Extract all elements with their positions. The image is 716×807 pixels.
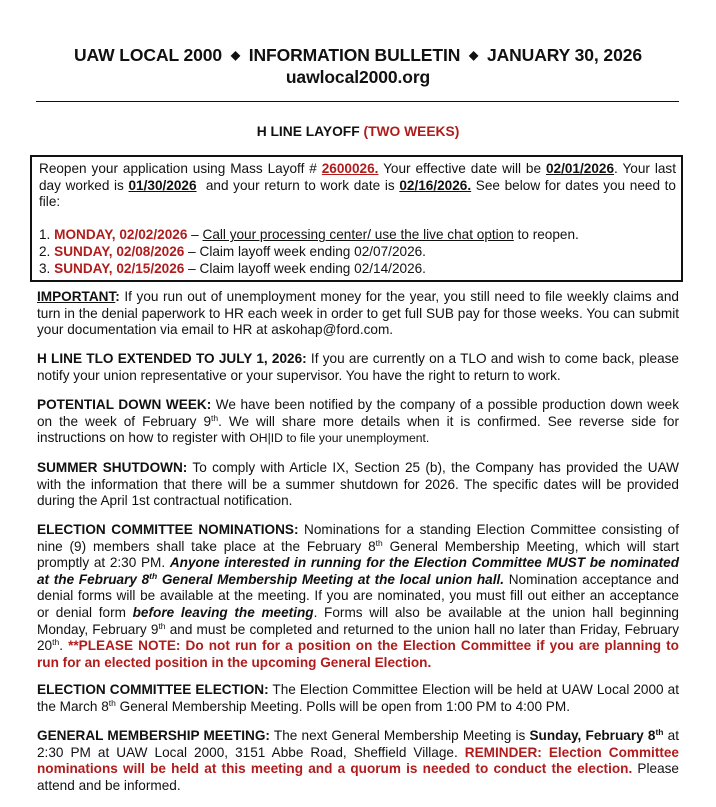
section-heading: GENERAL MEMBERSHIP MEETING: xyxy=(37,728,270,743)
spacer xyxy=(39,211,676,228)
section-nominations xyxy=(37,522,679,671)
processing-center-link[interactable]: Call your processing center/ use the live chat option xyxy=(202,227,514,243)
step-text: Claim layoff week ending 02/14/2026. xyxy=(199,260,426,276)
layoff-title-text: H LINE LAYOFF xyxy=(256,124,360,139)
header-divider xyxy=(36,101,679,102)
section-body: If you are currently on a TLO and wish to come back, please notify your union representative or your supervisor. You have the right to return to work. xyxy=(37,351,679,383)
meeting-date: Sunday, February 8 xyxy=(529,728,656,743)
heading-colon: : xyxy=(115,289,120,304)
diamond-separator-icon: ◆ xyxy=(230,48,240,62)
filing-step xyxy=(39,261,676,278)
section-body: and must be completed and returned to the union hall no later than Friday, February 20 xyxy=(37,621,679,654)
please-note-warning: **PLEASE NOTE: Do not run for a position on the Election Committee if you are planning to run for an elected position in the upcoming General Election. xyxy=(37,638,679,670)
section-heading: H LINE TLO EXTENDED TO JULY 1, 2026: xyxy=(37,351,307,366)
section-body: . Forms will also be available at the union hall beginning Monday, February 9 xyxy=(37,604,679,637)
bulletin-date: JANUARY 30, 2026 xyxy=(486,45,642,65)
section-body: We have been notified by the company of a possible production down week on the week of February 9 xyxy=(37,397,679,429)
section-tlo xyxy=(37,351,679,384)
section-body: General Membership Meeting. Polls will be open from 1:00 PM to 4:00 PM. xyxy=(115,698,570,714)
bulletin-label: INFORMATION BULLETIN xyxy=(248,45,461,65)
layoff-title xyxy=(0,124,716,141)
section-heading: IMPORTANT xyxy=(37,289,116,304)
ordinal-suffix: th xyxy=(158,620,166,631)
intro-text: Your effective date will be xyxy=(378,161,546,176)
step-date: MONDAY, 02/02/2026 xyxy=(54,227,188,243)
last-day-worked: 01/30/2026 xyxy=(128,177,197,193)
emphasis-text: Anyone interested in running for the Election Committee MUST be nominated at the February 8 xyxy=(37,555,679,587)
section-election xyxy=(37,682,679,715)
ordinal-suffix: th xyxy=(52,637,60,648)
step-number: 2. xyxy=(39,243,55,259)
mass-layoff-number: 2600026. xyxy=(321,161,379,176)
intro-text: Reopen your application using Mass Layoff # xyxy=(39,161,322,176)
step-date: SUNDAY, 02/08/2026 xyxy=(54,243,185,259)
section-important xyxy=(37,289,679,339)
section-heading: ELECTION COMMITTEE ELECTION: xyxy=(37,682,269,697)
section-body: The Election Committee Election will be held at UAW Local 2000 at the March 8 xyxy=(37,682,679,714)
section-heading: SUMMER SHUTDOWN: xyxy=(37,460,188,475)
bulletin-header xyxy=(0,44,716,88)
ordinal-suffix: th xyxy=(108,697,116,708)
section-general-membership-meeting xyxy=(37,728,679,794)
section-body: If you run out of unemployment money for the year, you still need to file weekly claims and turn in the denial paperwork to HR each week in order to get full SUB pay for those weeks. You can submit your documentation via email to HR at askohap@ford.com. xyxy=(37,289,679,338)
section-body: . We will share more details when it is confirmed. See reverse side for instructions on how to register with xyxy=(37,413,679,446)
section-summer-shutdown xyxy=(37,460,679,510)
section-body: General Membership Meeting, which will start promptly at 2:30 PM. xyxy=(37,538,680,571)
emphasis-text: General Membership Meeting at the local union hall. xyxy=(157,571,505,587)
step-text: to reopen. xyxy=(513,227,579,243)
section-body: To comply with Article IX, Section 25 (b), the Company has provided the UAW with the information that there will be a summer shutdown for 2026. The specific dates will be provided during the April 1st contractual notification. xyxy=(37,460,680,509)
layoff-duration: (TWO WEEKS) xyxy=(363,124,460,139)
website-link[interactable]: uawlocal2000.org xyxy=(285,67,431,87)
org-name: UAW LOCAL 2000 xyxy=(74,45,223,65)
emphasis-text: before leaving the meeting xyxy=(132,604,314,620)
step-dash: – xyxy=(184,260,200,276)
section-body: Please attend and be informed. xyxy=(37,761,679,793)
section-body: OH|ID to file your unemployment. xyxy=(249,431,430,446)
section-down-week xyxy=(37,397,679,447)
step-number: 1. xyxy=(39,227,55,243)
return-date: 02/16/2026. xyxy=(399,177,472,193)
section-body: Nomination acceptance and denial forms will be available at the meeting. If you are nominated, you must fill out either an acceptance or denial form xyxy=(37,571,679,620)
reminder-warning: REMINDER: Election Committee nominations will be held at this meeting and a quorum is needed to conduct the election. xyxy=(37,744,679,777)
section-heading: ELECTION COMMITTEE NOMINATIONS: xyxy=(37,522,299,537)
ordinal-suffix: th xyxy=(655,727,664,737)
section-heading: POTENTIAL DOWN WEEK: xyxy=(37,397,212,412)
step-dash: – xyxy=(184,243,200,259)
filing-step xyxy=(39,227,676,244)
step-date: SUNDAY, 02/15/2026 xyxy=(54,260,185,276)
intro-text: See below for dates you need to file: xyxy=(39,177,676,210)
diamond-separator-icon: ◆ xyxy=(469,48,479,62)
ordinal-suffix: th xyxy=(375,537,383,548)
section-body: The next General Membership Meeting is xyxy=(269,728,530,743)
ordinal-suffix: th xyxy=(211,412,219,423)
section-body: at 2:30 PM at UAW Local 2000, 3151 Abbe Road, Sheffield Village. xyxy=(37,728,679,760)
step-text: Claim layoff week ending 02/07/2026. xyxy=(199,243,426,259)
effective-date: 02/01/2026 xyxy=(545,161,615,176)
step-number: 3. xyxy=(39,260,55,276)
layoff-intro xyxy=(39,161,676,211)
filing-step xyxy=(39,244,676,261)
layoff-info-box xyxy=(30,155,683,282)
intro-text: and your return to work date is xyxy=(196,177,400,193)
section-body: . xyxy=(59,638,69,654)
ordinal-suffix: th xyxy=(149,570,158,581)
intro-text: . Your last day worked is xyxy=(39,161,676,193)
section-body: Nominations for a standing Election Committee consisting of nine (9) members shall take place at the February 8 xyxy=(37,522,679,554)
step-dash: – xyxy=(187,227,203,243)
